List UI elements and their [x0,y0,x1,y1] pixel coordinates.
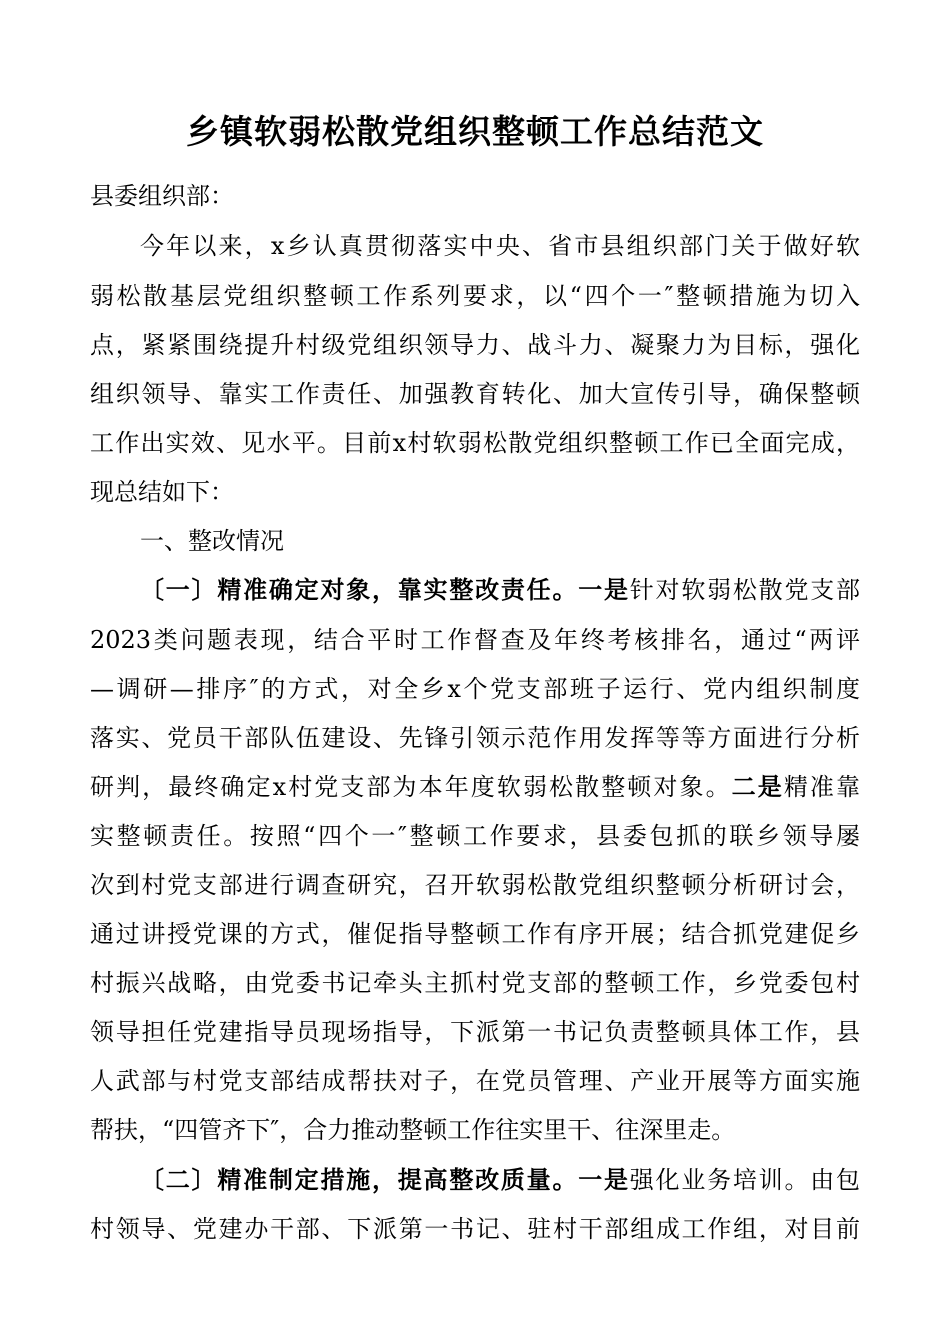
sub1-line-2: 2023类问题表现，结合平时工作督查及年终考核排名，通过“两评 [90,626,860,654]
sub1-line-9: 村振兴战略，由党委书记牵头主抓村党支部的整顿工作，乡党委包村 [90,969,860,997]
intro-line-6: 现总结如下： [90,478,234,506]
sub1-line-8: 通过讲授党课的方式，催促指导整顿工作有序开展；结合抓党建促乡 [90,920,860,948]
sub1-lead-bold: 〔一〕精准确定对象，靠实整改责任。一是 [140,575,630,604]
sub1-line-10: 领导担任党建指导员现场指导，下派第一书记负责整顿具体工作，县 [90,1018,860,1046]
sub2-line-1 [140,1160,860,1200]
sub1-line-7: 次到村党支部进行调查研究，召开软弱松散党组织整顿分析研讨会， [90,871,860,899]
section-heading-1: 一、整改情况 [140,527,284,555]
sub1-lead-rest: 针对软弱松散党支部 [629,576,861,604]
sub1-line-5 [90,767,860,807]
sub1-line-3: —调研—排序″的方式，对全乡x个党支部班子运行、党内组织制度 [90,675,860,703]
sub2-lead-rest: 强化业务培训。由包 [629,1166,861,1194]
sub1-mid-before: 研判，最终确定x村党支部为本年度软弱松散整顿对象。 [90,773,732,801]
intro-line-3: 点，紧紧围绕提升村级党组织领导力、战斗力、凝聚力为目标，强化 [90,331,860,359]
sub1-mid-bold: 二是 [731,772,784,801]
sub1-line-6: 实整顿责任。按照“四个一″整顿工作要求，县委包抓的联乡领导屡 [90,822,860,850]
sub2-lead-bold: 〔二〕精准制定措施，提高整改质量。一是 [140,1165,630,1194]
sub1-line-11: 人武部与村党支部结成帮扶对子，在党员管理、产业开展等方面实施 [90,1067,860,1095]
intro-line-4: 组织领导、靠实工作责任、加强教育转化、加大宣传引导，确保整顿 [90,380,860,408]
intro-line-5: 工作出实效、见水平。目前x村软弱松散党组织整顿工作已全面完成， [90,429,860,457]
sub1-line-12: 帮扶，“四管齐下″，合力推动整顿工作往实里干、往深里走。 [90,1116,736,1144]
sub1-line-1 [140,570,860,610]
sub2-line-2: 村领导、党建办干部、下派第一书记、驻村干部组成工作组，对目前 [90,1215,860,1243]
sub1-line-4: 落实、党员干部队伍建设、先锋引领示范作用发挥等等方面进行分析 [90,724,860,752]
document-title: 乡镇软弱松散党组织整顿工作总结范文 [186,112,764,151]
intro-line-1: 今年以来，x乡认真贯彻落实中央、省市县组织部门关于做好软 [140,232,860,260]
sub1-mid-after: 精准靠 [783,773,860,801]
salutation: 县委组织部： [90,182,234,210]
intro-line-2: 弱松散基层党组织整顿工作系列要求，以“四个一″整顿措施为切入 [90,282,860,310]
